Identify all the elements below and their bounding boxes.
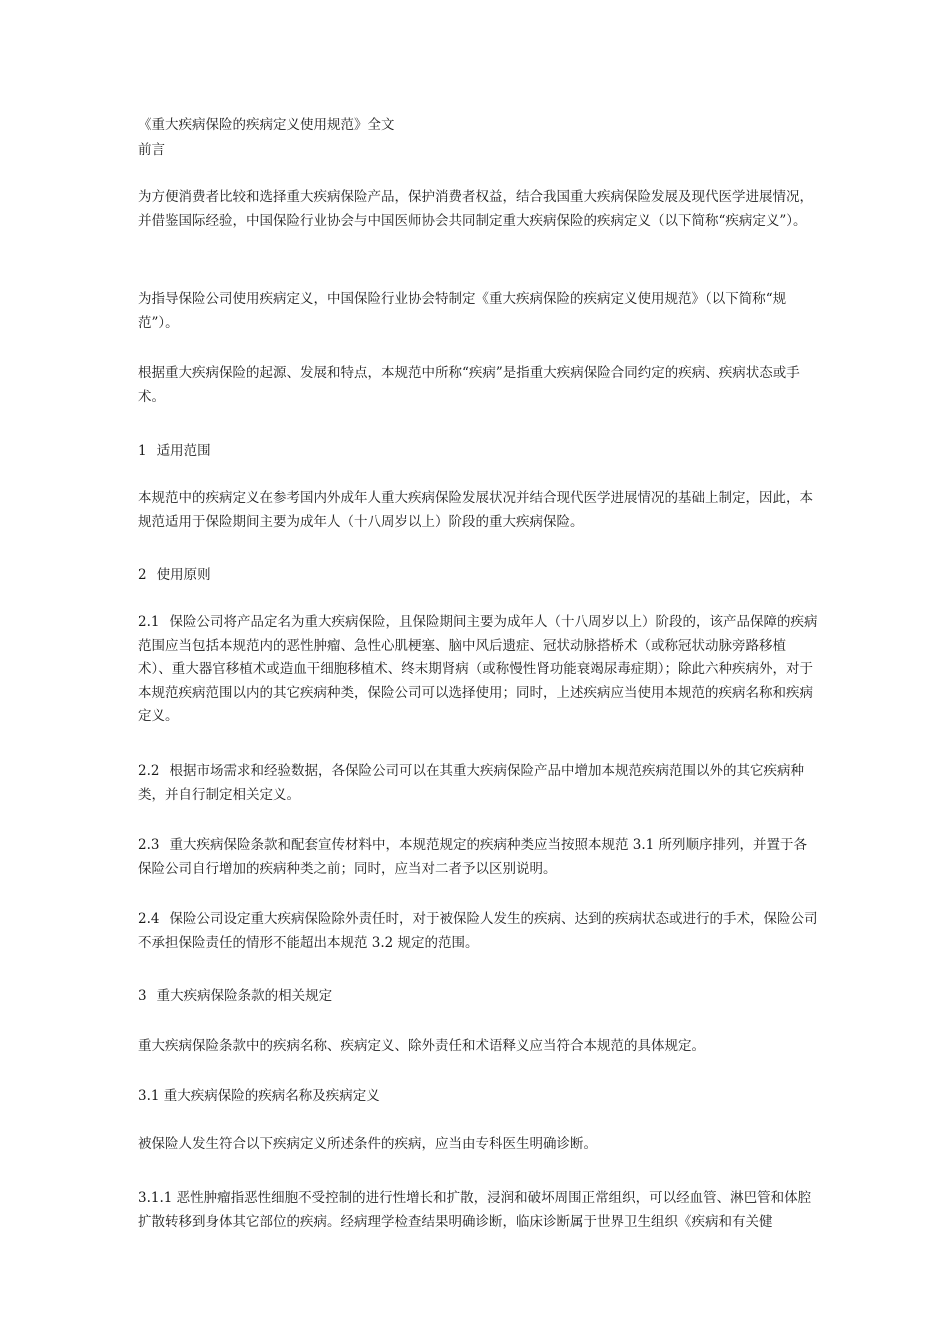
section-number: 3 — [138, 988, 147, 1004]
section-2-heading — [138, 564, 818, 588]
clause-2-1 — [138, 611, 818, 729]
clause-text: 保险公司设定重大疾病保险除外责任时，对于被保险人发生的疾病、达到的疾病状态或进行的手术，保险公司不承担保险责任的情形不能超出本规范 3.2 规定的范围。 — [138, 911, 818, 951]
section-title: 适用范围 — [156, 443, 211, 459]
preface-paragraph-1: 为方便消费者比较和选择重大疾病保险产品，保护消费者权益，结合我国重大疾病保险发展及现代医学进展情况，并借鉴国际经验，中国保险行业协会与中国医师协会共同制定重大疾病保险的疾病定义（以下简称“疾病定义”）。 — [138, 189, 813, 229]
subsection-3-1-intro: 被保险人发生符合以下疾病定义所述条件的疾病，应当由专科医生明确诊断。 — [138, 1136, 597, 1152]
clause-2-3 — [138, 834, 818, 881]
section-1-heading — [138, 440, 818, 464]
clause-text: 保险公司将产品定名为重大疾病保险，且保险期间主要为成年人（十八周岁以上）阶段的，该产品保障的疾病范围应当包括本规范内的恶性肿瘤、急性心肌梗塞、脑中风后遗症、冠状动脉搭桥术（或称冠状动脉旁路移植术）、重大器官移植术或造血干细胞移植术、终末期肾病（或称慢性肾功能衰竭尿毒症期）；除此六种疾病外，对于本规范疾病范围以内的其它疾病种类，保险公司可以选择使用；同时，上述疾病应当使用本规范的疾病名称和疾病定义。 — [138, 614, 818, 724]
section-number: 2 — [138, 567, 147, 583]
section-1-text: 本规范中的疾病定义在参考国内外成年人重大疾病保险发展状况并结合现代医学进展情况的基础上制定，因此，本规范适用于保险期间主要为成年人（十八周岁以上）阶段的重大疾病保险。 — [138, 490, 813, 530]
clause-2-2 — [138, 760, 818, 807]
section-number: 1 — [138, 443, 147, 459]
preface-paragraph-2: 为指导保险公司使用疾病定义，中国保险行业协会特制定《重大疾病保险的疾病定义使用规范》（以下简称“规范”）。 — [138, 291, 787, 331]
preface-paragraph-3: 根据重大疾病保险的起源、发展和特点，本规范中所称“疾病”是指重大疾病保险合同约定的疾病、疾病状态或手术。 — [138, 365, 800, 405]
clause-number: 2.1 — [138, 614, 160, 630]
section-3-heading — [138, 985, 818, 1009]
clause-text: 重大疾病保险条款和配套宣传材料中，本规范规定的疾病种类应当按照本规范 3.1 所列顺序排列，并置于各保险公司自行增加的疾病种类之前；同时，应当对二者予以区别说明。 — [138, 837, 808, 877]
clause-2-4 — [138, 908, 818, 955]
clause-number: 2.4 — [138, 911, 160, 927]
subsection-3-1-heading: 3.1 重大疾病保险的疾病名称及疾病定义 — [138, 1088, 380, 1104]
section-title: 使用原则 — [156, 567, 211, 583]
section-3-intro: 重大疾病保险条款中的疾病名称、疾病定义、除外责任和术语释义应当符合本规范的具体规定。 — [138, 1038, 705, 1054]
clause-number: 2.3 — [138, 837, 160, 853]
clause-number: 2.2 — [138, 763, 160, 779]
document-title: 《重大疾病保险的疾病定义使用规范》全文 — [138, 117, 395, 133]
clause-text: 根据市场需求和经验数据，各保险公司可以在其重大疾病保险产品中增加本规范疾病范围以外的其它疾病种类，并自行制定相关定义。 — [138, 763, 804, 803]
preface-heading: 前言 — [138, 142, 165, 158]
clause-3-1-1: 3.1.1 恶性肿瘤指恶性细胞不受控制的进行性增长和扩散，浸润和破坏周围正常组织，可以经血管、淋巴管和体腔扩散转移到身体其它部位的疾病。经病理学检查结果明确诊断，临床诊断属于世界卫生组织《疾病和有关健 — [138, 1190, 812, 1230]
section-title: 重大疾病保险条款的相关规定 — [156, 988, 333, 1004]
